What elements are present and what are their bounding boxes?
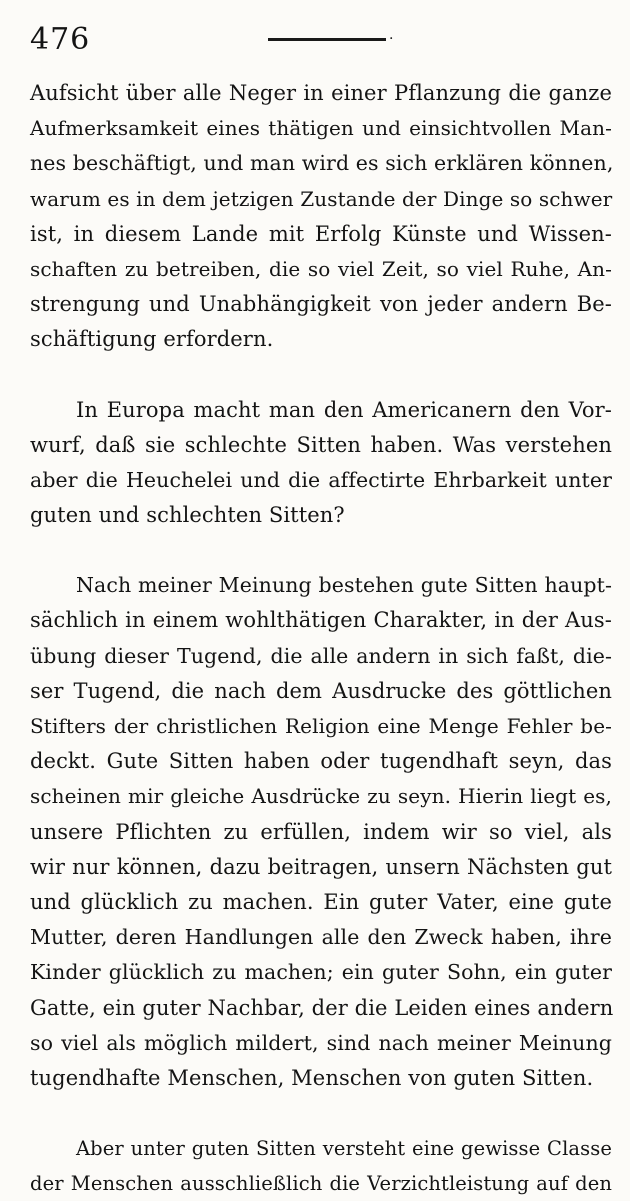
text-line: und glücklich zu machen. Ein guter Vater, eine gute (30, 889, 612, 914)
header-rule (268, 38, 386, 41)
text-line: Nach meiner Meinung bestehen gute Sitten haupt- (76, 573, 612, 598)
text-line: Aber unter guten Sitten versteht eine gewisse Classe (76, 1137, 612, 1161)
text-line: aber die Heuchelei und die affectirte Ehrbarkeit unter (30, 467, 612, 492)
paragraph (30, 568, 612, 1096)
text-line: wurf, daß sie schlechte Sitten haben. Was verstehen (30, 432, 612, 457)
text-line: strengung und Unabhängigkeit von jeder andern Be- (30, 292, 612, 317)
text-line: so viel als möglich mildert, sind nach meiner Meinung (30, 1030, 612, 1055)
text-line: wir nur können, dazu beitragen, unsern Nächsten gut (30, 854, 612, 879)
text-line: Aufsicht über alle Neger in einer Pflanzung die ganze (30, 81, 612, 105)
text-line: ser Tugend, die nach dem Ausdrucke des göttlichen (30, 678, 612, 703)
text-line: tugendhafte Menschen, Menschen von guten Sitten. (30, 1065, 594, 1090)
header-dot: · (389, 31, 394, 47)
text-line: scheinen mir gleiche Ausdrücke zu seyn. Hierin liegt es, (30, 784, 612, 809)
body-text (30, 76, 612, 1201)
text-line: übung dieser Tugend, die alle andern in sich faßt, die- (30, 643, 612, 668)
paragraph (30, 76, 612, 358)
paragraph (30, 1131, 612, 1201)
text-line: der Menschen ausschließlich die Verzichtleistung auf den (30, 1172, 612, 1196)
paragraph (30, 393, 612, 534)
text-line: ist, in diesem Lande mit Erfolg Künste und Wissen- (30, 221, 612, 246)
text-line: unsere Pflichten zu erfüllen, indem wir so viel, als (30, 819, 612, 844)
text-line: Mutter, deren Handlungen alle den Zweck haben, ihre (30, 925, 612, 950)
text-line: Stifters der christlichen Religion eine Menge Fehler be- (30, 714, 612, 738)
text-line: Aufmerksamkeit eines thätigen und einsichtvollen Man- (30, 116, 612, 141)
text-line: nes beschäftigt, und man wird es sich erklären können, (30, 151, 614, 176)
text-line: warum es in dem jetzigen Zustande der Dinge so schwer (30, 186, 613, 211)
text-line: sächlich in einem wohlthätigen Charakter, in der Aus- (30, 608, 612, 633)
text-line: In Europa macht man den Americanern den Vor- (76, 397, 612, 422)
text-line: Gatte, ein guter Nachbar, der die Leiden eines andern (30, 995, 614, 1020)
page-number: 476 (30, 22, 91, 57)
text-line: guten und schlechten Sitten? (30, 503, 345, 528)
page-header (0, 0, 630, 70)
text-line: schäftigung erfordern. (30, 327, 274, 352)
text-line: Kinder glücklich zu machen; ein guter Sohn, ein guter (30, 960, 612, 985)
text-line: schaften zu betreiben, die so viel Zeit, so viel Ruhe, An- (30, 256, 612, 281)
text-line: deckt. Gute Sitten haben oder tugendhaft seyn, das (30, 749, 612, 774)
